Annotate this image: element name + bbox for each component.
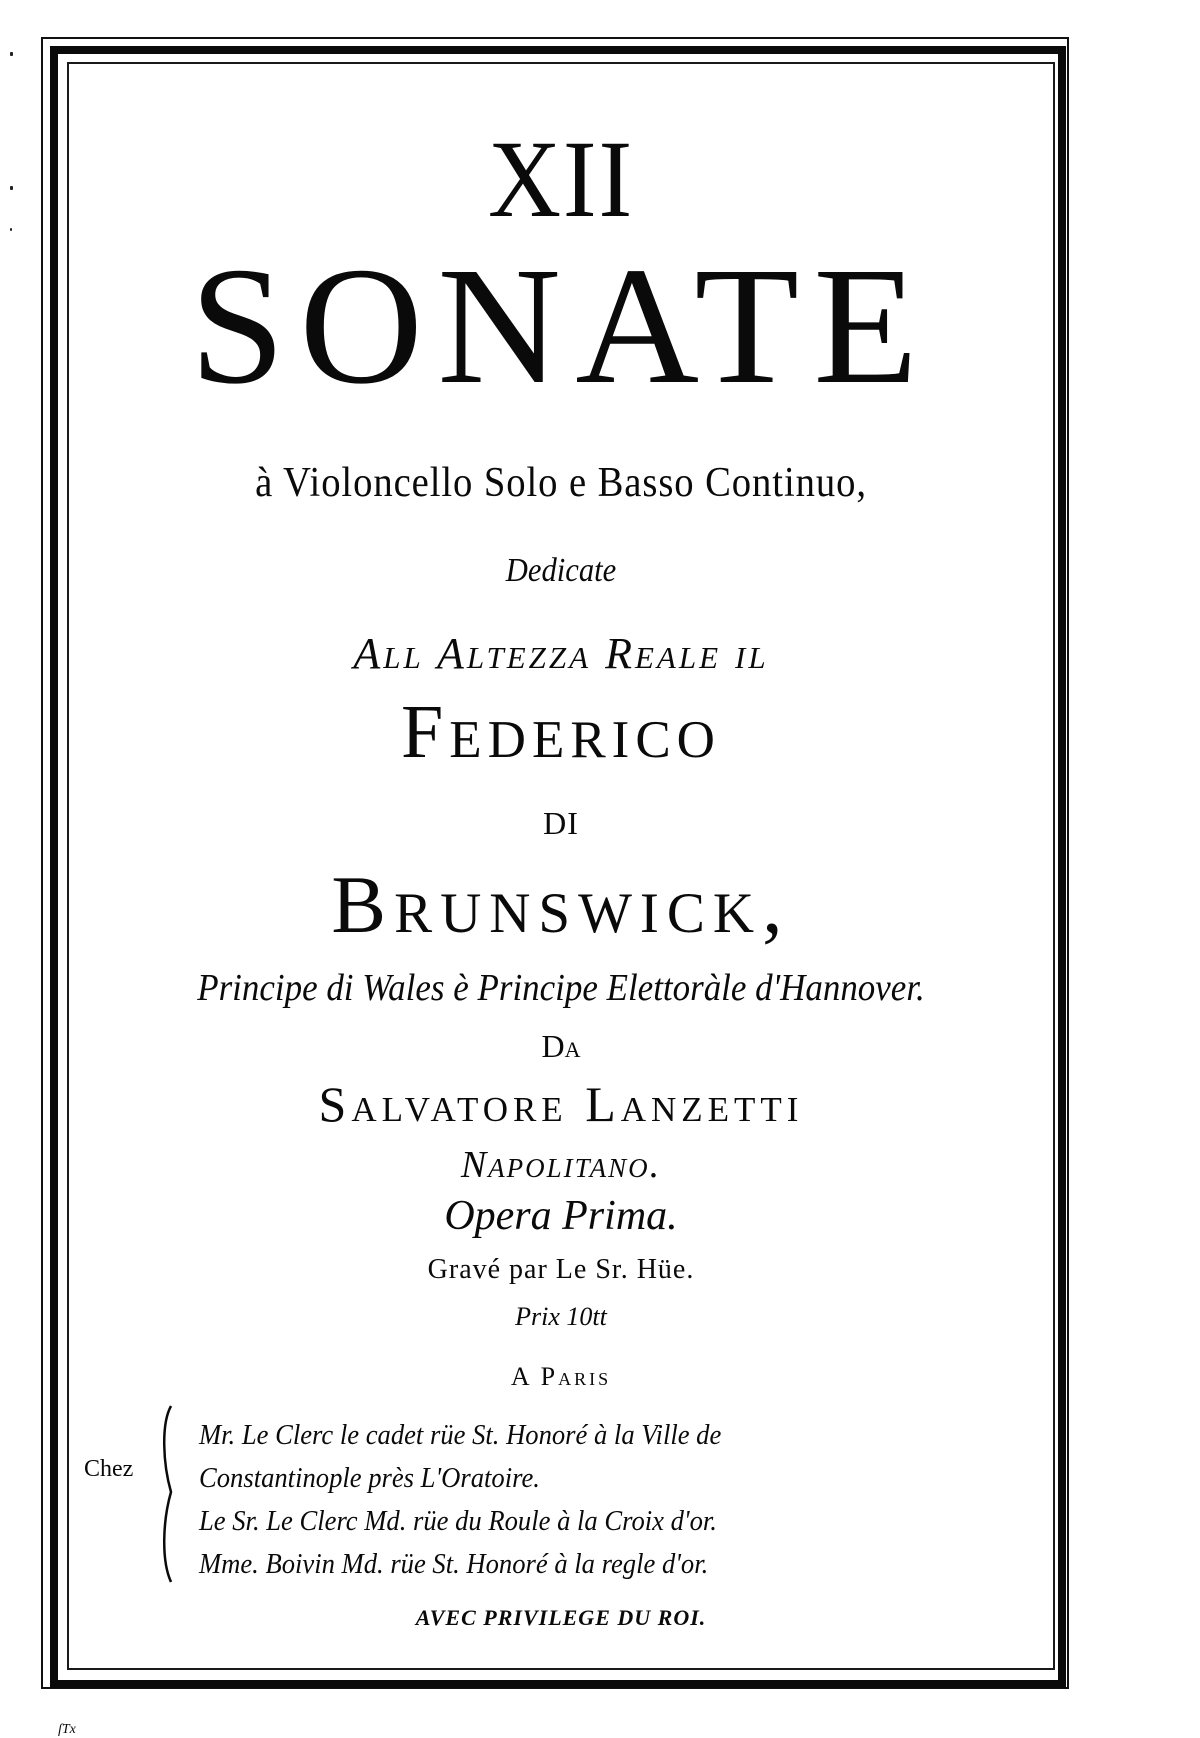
seller-address-line: Le Sr. Le Clerc Md. rüe du Roule à la Croix d'or.	[199, 1506, 717, 1537]
dedicatee-titles: Principe di Wales è Principe Elettoràle d'Hannover.	[197, 967, 925, 1009]
dedicatee-of: DI	[543, 805, 579, 841]
engraver-credit: Gravé par Le Sr. Hüe.	[427, 1254, 695, 1285]
dedication-word: Dedicate	[505, 552, 617, 589]
opus-number: Opera Prima.	[444, 1193, 678, 1239]
publication-city: A Paris	[510, 1362, 612, 1391]
composer-name: Salvatore Lanzetti	[318, 1076, 804, 1132]
margin-speck	[10, 52, 13, 56]
royal-privilege: AVEC PRIVILEGE DU ROI.	[415, 1605, 707, 1630]
margin-speck	[10, 228, 12, 231]
corner-handwritten-mark: ſTx	[58, 1722, 76, 1737]
margin-speck	[10, 186, 13, 190]
curly-brace-icon	[157, 1404, 179, 1584]
dedicatee-house: Brunswick,	[331, 859, 791, 950]
composer-origin: Napolitano.	[460, 1144, 662, 1186]
instrumentation-subtitle: à Violoncello Solo e Basso Continuo,	[255, 460, 867, 506]
dedication-line: All Altezza Reale il	[353, 629, 769, 678]
price: Prix 10tt	[515, 1302, 607, 1331]
volume-number: XII	[487, 118, 634, 240]
dedicatee-name: Federico	[401, 690, 721, 774]
seller-address-line: Mme. Boivin Md. rüe St. Honoré à la regle d'or.	[199, 1549, 709, 1580]
main-title: SONATE	[189, 233, 933, 419]
by-line: Da	[541, 1028, 581, 1064]
seller-address-line: Constantinople près L'Oratoire.	[199, 1463, 540, 1494]
title-page	[69, 64, 1053, 1664]
seller-address-line: Mr. Le Clerc le cadet rüe St. Honoré à la Ville de	[199, 1420, 722, 1451]
sellers-label: Chez	[84, 1456, 134, 1482]
